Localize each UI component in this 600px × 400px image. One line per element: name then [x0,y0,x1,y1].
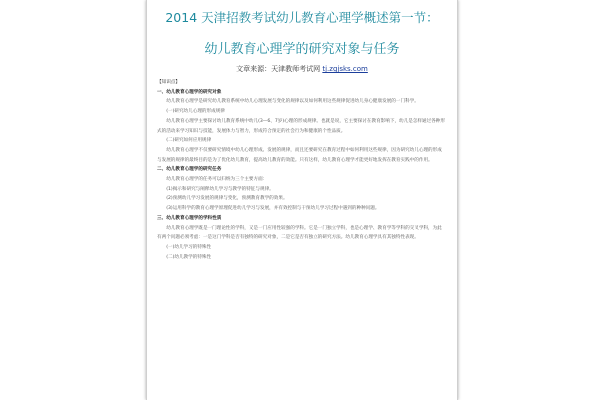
paragraph: 幼儿教育心理学的任务可以归纳为三个主要方面： [166,177,268,183]
section-heading: 一、幼儿教育心理学的研究对象 [157,89,222,95]
document-title-line-1: 2014 天津招教考试幼儿教育心理学概述第一节： [165,10,439,25]
background-right [454,0,600,400]
document-title-line-2: 幼儿教育心理学的研究对象与任务 [204,42,400,57]
paragraph: (二)研究如何应用规律 [166,138,212,144]
document-body [157,78,445,262]
source-link[interactable]: tj.zgjsks.com [322,65,368,73]
paragraph: 幼儿教育心理学是研究幼儿教育系统中幼儿心理发展与变化的规律以及如何利用这些规律促进幼儿身心健康发展的一门科学。 [166,99,419,105]
section-heading: 二、幼儿教育心理学的研究任务 [157,167,222,173]
source-label: 文章来源：天津教师考试网 [236,65,321,73]
paragraph: (3)运用科学的教育心理学原理促进幼儿学习与发展，并有效控制与干预幼儿学习过程中遇到的种种问题。 [166,206,380,212]
paragraph: (一)幼儿学习的特殊性 [166,244,212,250]
background-left [0,0,146,400]
article-source [147,64,457,74]
paragraph: 幼儿教育心理学不仅要研究情境中幼儿心理形成、发展的规律，而且还要研究在教育过程中如何利用这些规律，因为研究幼儿心理的形成与发展的规律的最终目的是为了优化幼儿教育，提高幼儿教育的效能。只有这样，幼儿教育心理学才能更好地发挥在教育实践中的作用。 [157,147,442,163]
paragraph: (1)揭示和研究与阐释幼儿学习与教学的特征与规律。 [166,186,274,192]
document-page [146,0,458,400]
paragraph: 幼儿教育心理学主要探讨幼儿教育系统中幼儿(3—6、7岁)心理的形成规律。也就是说，它主要探讨在教育影响下，幼儿是怎样通过各种形式的活动来学习知识与技能，发展体力与智力，形成符合预定的社会行为和健康的个性品质。 [157,118,445,134]
knowledge-tag: 【知识点】 [157,80,180,85]
section-heading: 三、幼儿教育心理学的学科性质 [157,215,222,221]
paragraph: (二)幼儿教学的特殊性 [166,254,212,260]
paragraph: (2)预测幼儿学习发展的规律与变化，预测教育教学的效果。 [166,196,288,202]
paragraph: 幼儿教育心理学既是一门理论性的学科，又是一门应用性较强的学科。它是一门独立学科，也是心理学、教育学等学科的交叉学科，为此有两个问题必须考虑：一是这门学科是否有独特的研究对象，二是它是否有独立的研究方法。幼儿教育心理学具有其独特性表现。 [157,225,442,241]
paragraph: (一)研究幼儿心理的形成规律 [166,109,225,115]
